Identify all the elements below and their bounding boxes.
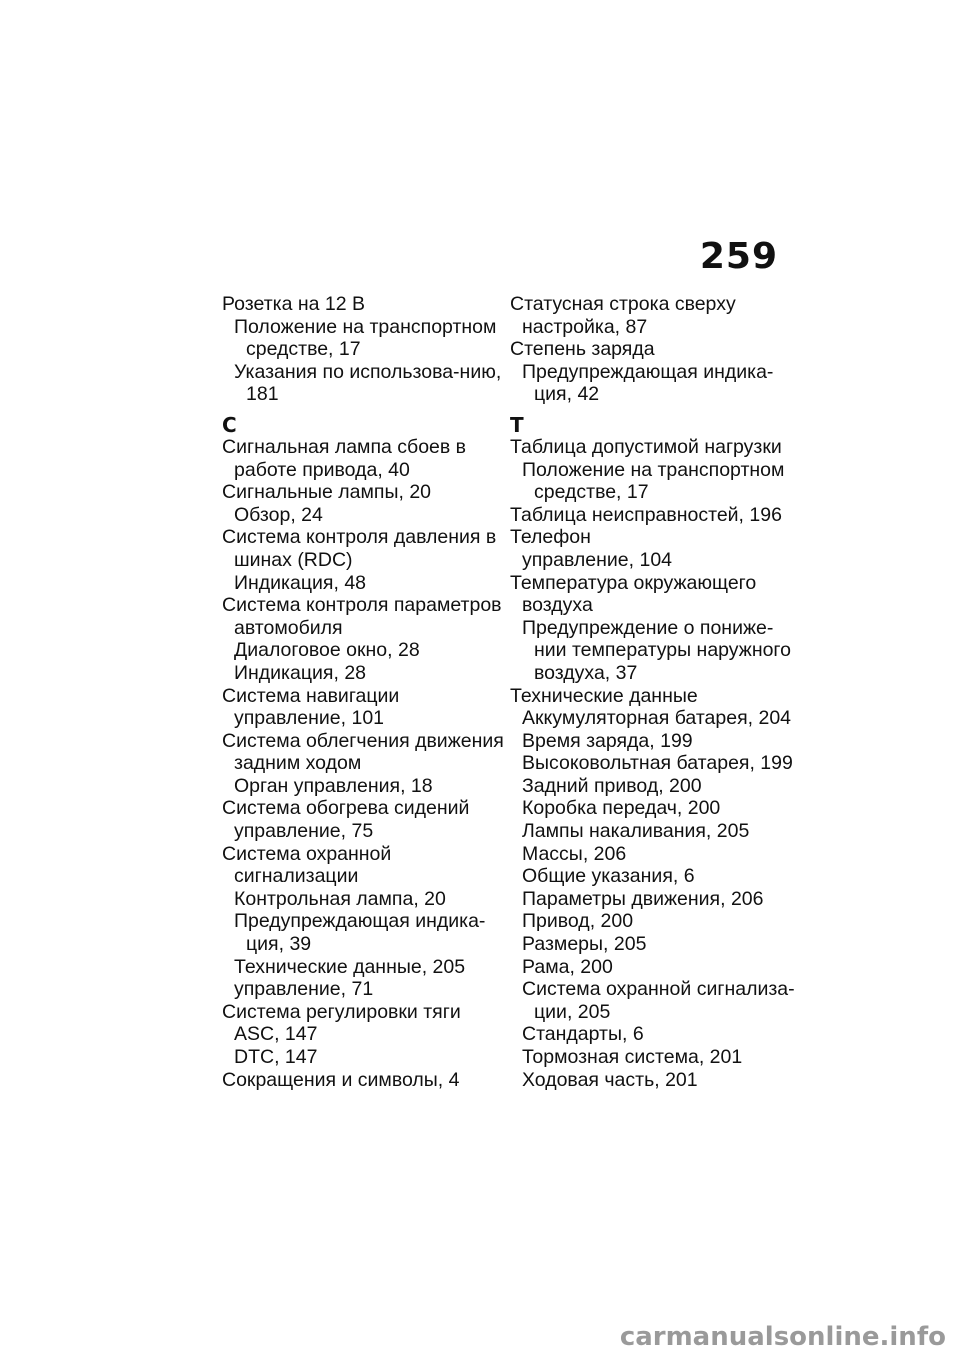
index-subentry: управление, 104: [522, 548, 673, 571]
index-subentry: Лампы накаливания, 205: [522, 820, 750, 843]
index-subentry: Положение на транспортном средстве, 17: [234, 315, 497, 361]
index-subentry: Коробка передач, 200: [522, 797, 721, 820]
watermark: carmanualsonline.info: [619, 1322, 946, 1352]
index-subentry: ASC, 147: [234, 1023, 318, 1046]
index-subentry: Высоковольтная батарея, 199: [522, 752, 793, 775]
index-entry: Система контроля давления в шинах (RDC): [222, 526, 497, 571]
index-subentry: Аккумуляторная батарея, 204: [522, 707, 792, 730]
index-subentry: Положение на транспортном средстве, 17: [522, 458, 785, 504]
index-subentry: Тормозная система, 201: [522, 1046, 743, 1068]
index-subentry: управление, 101: [234, 707, 385, 730]
index-subentry: Привод, 200: [522, 910, 634, 933]
index-entry: Степень заряда: [510, 338, 655, 361]
index-subentry: Предупреждающая индика-ция, 39: [234, 910, 486, 956]
index-subentry: настройка, 87: [522, 315, 648, 338]
index-entry: Таблица допустимой нагрузки: [510, 435, 782, 458]
index-subentry: Задний привод, 200: [522, 774, 702, 797]
index-entry: Система навигации: [222, 684, 400, 707]
index-entry: Розетка на 12 В: [222, 293, 365, 315]
index-entry: Телефон: [510, 526, 591, 549]
index-subentry: Ходовая часть, 201: [522, 1068, 698, 1091]
index-subentry: Индикация, 48: [234, 571, 367, 594]
index-subentry: Предупреждающая индика-ция, 42: [522, 360, 774, 406]
index-subentry: Обзор, 24: [234, 503, 323, 526]
index-subentry: Диалоговое окно, 28: [234, 639, 420, 662]
index-entry: Система охранной сигнализации: [222, 842, 392, 888]
index-subentry: Орган управления, 18: [234, 774, 433, 797]
footer: [0, 1322, 960, 1362]
index-entry: Система контроля параметров автомобиля: [222, 594, 502, 639]
index-entry: Система облегчения движения задним ходом: [222, 729, 504, 775]
index-subentry: Массы, 206: [522, 842, 627, 865]
index-entry: Сигнальная лампа сбоев в работе привода, 40: [222, 435, 467, 481]
index-entry: Таблица неисправностей, 196: [510, 503, 782, 526]
index-entry: Технические данные: [510, 684, 698, 707]
index-subentry: DTC, 147: [234, 1046, 318, 1068]
index-subentry: Индикация, 28: [234, 661, 367, 684]
index-subentry: Технические данные, 205: [234, 955, 466, 978]
index-subentry: Параметры движения, 206: [522, 887, 764, 910]
index-entry: Сокращения и символы, 4: [222, 1068, 460, 1091]
index-subentry: Предупреждение о пониже-нии температуры наружного воздуха, 37: [522, 616, 791, 684]
index-subentry: Стандарты, 6: [522, 1023, 644, 1046]
index-subentry: Система охранной сигнализа-ции, 205: [522, 978, 795, 1023]
index-entry: Статусная строка сверху: [510, 293, 736, 315]
index-entry: Температура окружающего воздуха: [510, 571, 757, 617]
index-entry: Система регулировки тяги: [222, 1000, 461, 1023]
index-subentry: Контрольная лампа, 20: [234, 887, 446, 910]
index-subentry: Указания по использова-нию, 181: [234, 360, 502, 406]
index-subentry: Размеры, 205: [522, 933, 647, 956]
index-subentry: Общие указания, 6: [522, 865, 695, 888]
page-number: 259: [699, 236, 778, 277]
index-column-left: [222, 293, 507, 1091]
index-subentry: Рама, 200: [522, 955, 613, 978]
index-entry: Система обогрева сидений: [222, 797, 470, 820]
index-subentry: управление, 71: [234, 978, 374, 1001]
index-subentry: Время заряда, 199: [522, 729, 693, 752]
index-column-right: [510, 293, 795, 1091]
index-letter-heading: С: [222, 412, 237, 437]
index-subentry: управление, 75: [234, 820, 374, 843]
index-entry: Сигнальные лампы, 20: [222, 481, 432, 504]
index-letter-heading: Т: [510, 412, 524, 437]
